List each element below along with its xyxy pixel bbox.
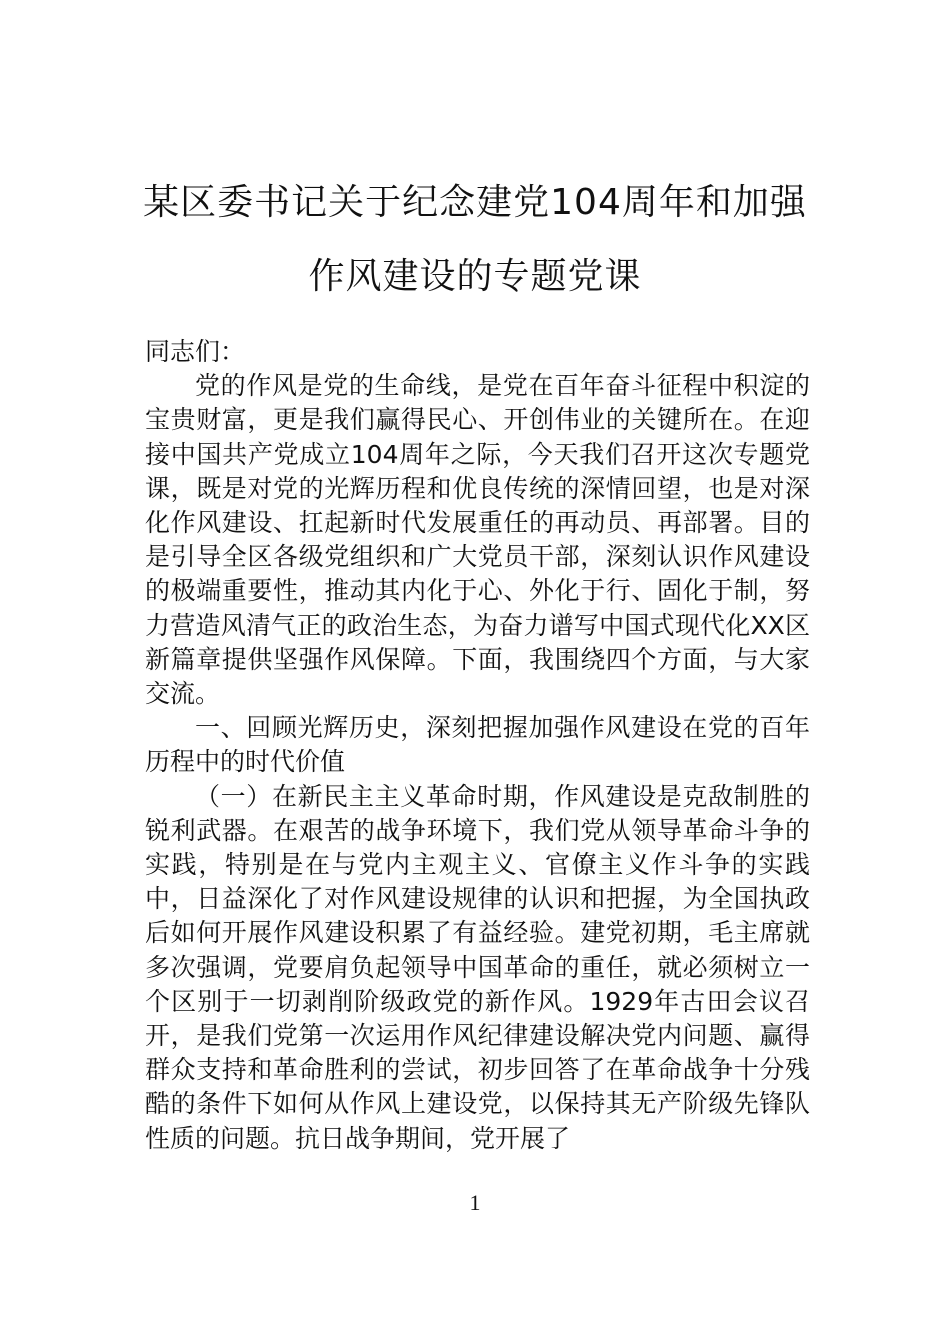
section-heading-1: 一、回顾光辉历史，深刻把握加强作风建设在党的百年历程中的时代价值	[145, 713, 810, 777]
salutation: 同志们：	[145, 337, 246, 366]
title-line-2: 作风建设的专题党课	[308, 256, 642, 297]
title-line-1: 某区委书记关于纪念建党104周年和加强	[143, 182, 807, 223]
subsection-paragraph-1: （一）在新民主主义革命时期，作风建设是克敌制胜的锐利武器。在艰苦的战争环境下，我们党从领导革命斗争的实践，特别是在与党内主观主义、官僚主义作斗争的实践中，日益深化了对作风建设规律的认识和把握，为全国执政后如何开展作风建设积累了有益经验。建党初期，毛主席就多次强调，党要肩负起领导中国革命的重任，就必须树立一个区别于一切剥削阶级政党的新作风。1929年古田会议召开，是我们党第一次运用作风纪律建设解决党内问题、赢得群众支持和革命胜利的尝试，初步回答了在革命战争十分残酷的条件下如何从作风上建设党，以保持其无产阶级先锋队性质的问题。抗日战争期间，党开展了	[145, 781, 810, 1153]
page-number: 1	[469, 1190, 481, 1215]
document-title	[120, 166, 830, 314]
paragraph-intro: 党的作风是党的生命线，是党在百年奋斗征程中积淀的宝贵财富，更是我们赢得民心、开创伟业的关键所在。在迎接中国共产党成立104周年之际，今天我们召开这次专题党课，既是对党的光辉历程和优良传统的深情回望，也是对深化作风建设、扛起新时代发展重任的再动员、再部署。目的是引导全区各级党组织和广大党员干部，深刻认识作风建设的极端重要性，推动其内化于心、外化于行、固化于制，努力营造风清气正的政治生态，为奋力谱写中国式现代化XX区新篇章提供坚强作风保障。下面，我围绕四个方面，与大家交流。	[145, 371, 810, 709]
document-body	[145, 335, 810, 1156]
